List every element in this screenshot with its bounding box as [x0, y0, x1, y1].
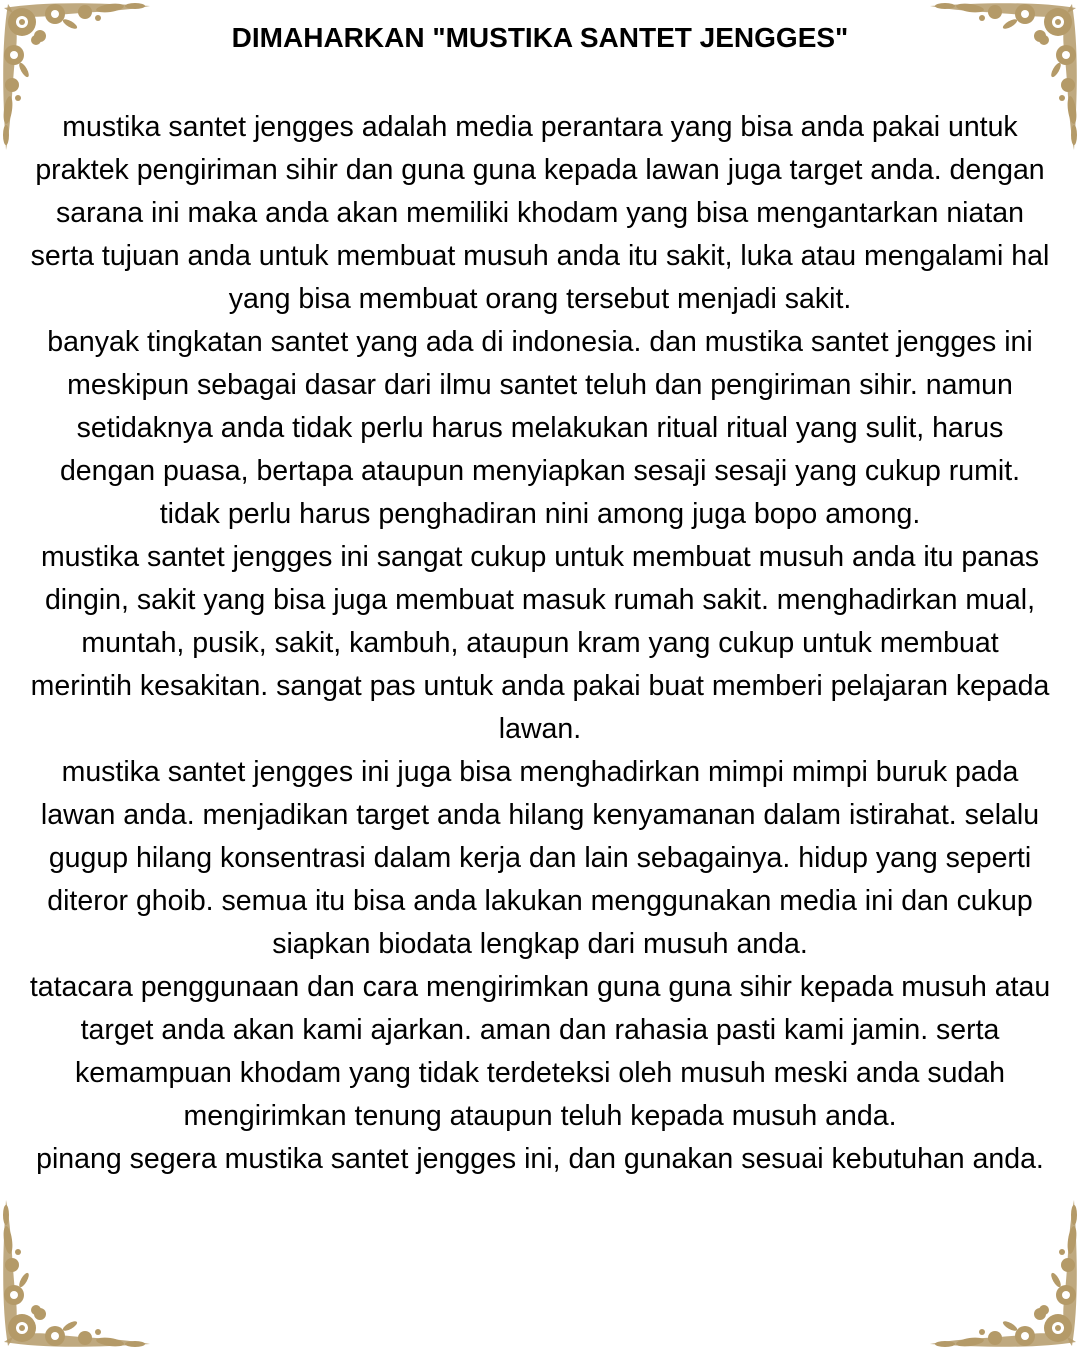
paragraph: mustika santet jengges adalah media perantara yang bisa anda pakai untuk praktek pengiriman sihir dan guna guna kepada lawan juga target anda. dengan sarana ini maka anda akan memiliki khodam yang bisa mengantarkan niatan serta tujuan anda untuk membuat musuh anda itu sakit, luka atau mengalami hal yang bisa membuat orang tersebut menjadi sakit. [30, 111, 1050, 315]
page-title: DIMAHARKAN "MUSTIKA SANTET JENGGES" [231, 22, 849, 53]
paragraph: mustika santet jengges ini juga bisa menghadirkan mimpi mimpi buruk pada lawan anda. menjadikan target anda hilang kenyamanan dalam istirahat. selalu gugup hilang konsentrasi dalam kerja dan lain sebagainya. hidup yang seperti diteror ghoib. semua itu bisa anda lakukan menggunakan media ini dan cukup siapkan biodata lengkap dari musuh anda. [40, 756, 1040, 960]
paragraph: tatacara penggunaan dan cara mengirimkan guna guna sihir kepada musuh atau target anda akan kami ajarkan. aman dan rahasia pasti kami jamin. serta kemampuan khodam yang tidak terdeteksi oleh musuh meski anda sudah mengirimkan tenung ataupun teluh kepada musuh anda. [29, 971, 1051, 1132]
floral-ornament-icon [0, 1195, 155, 1350]
body-text [28, 106, 1052, 1181]
floral-ornament-icon [925, 1195, 1080, 1350]
paragraph: banyak tingkatan santet yang ada di indonesia. dan mustika santet jengges ini meskipun sebagai dasar dari ilmu santet teluh dan pengiriman sihir. namun setidaknya anda tidak perlu harus melakukan ritual ritual yang sulit, harus dengan puasa, bertapa ataupun menyiapkan sesaji sesaji yang cukup rumit. tidak perlu harus penghadiran nini among juga bopo among. [47, 326, 1033, 530]
paragraph: mustika santet jengges ini sangat cukup untuk membuat musuh anda itu panas dingin, sakit yang bisa juga membuat masuk rumah sakit. menghadirkan mual, muntah, pusik, sakit, kambuh, ataupun kram yang cukup untuk membuat merintih kesakitan. sangat pas untuk anda pakai buat memberi pelajaran kepada lawan. [30, 541, 1050, 745]
paragraph: pinang segera mustika santet jengges ini, dan gunakan sesuai kebutuhan anda. [36, 1143, 1044, 1175]
